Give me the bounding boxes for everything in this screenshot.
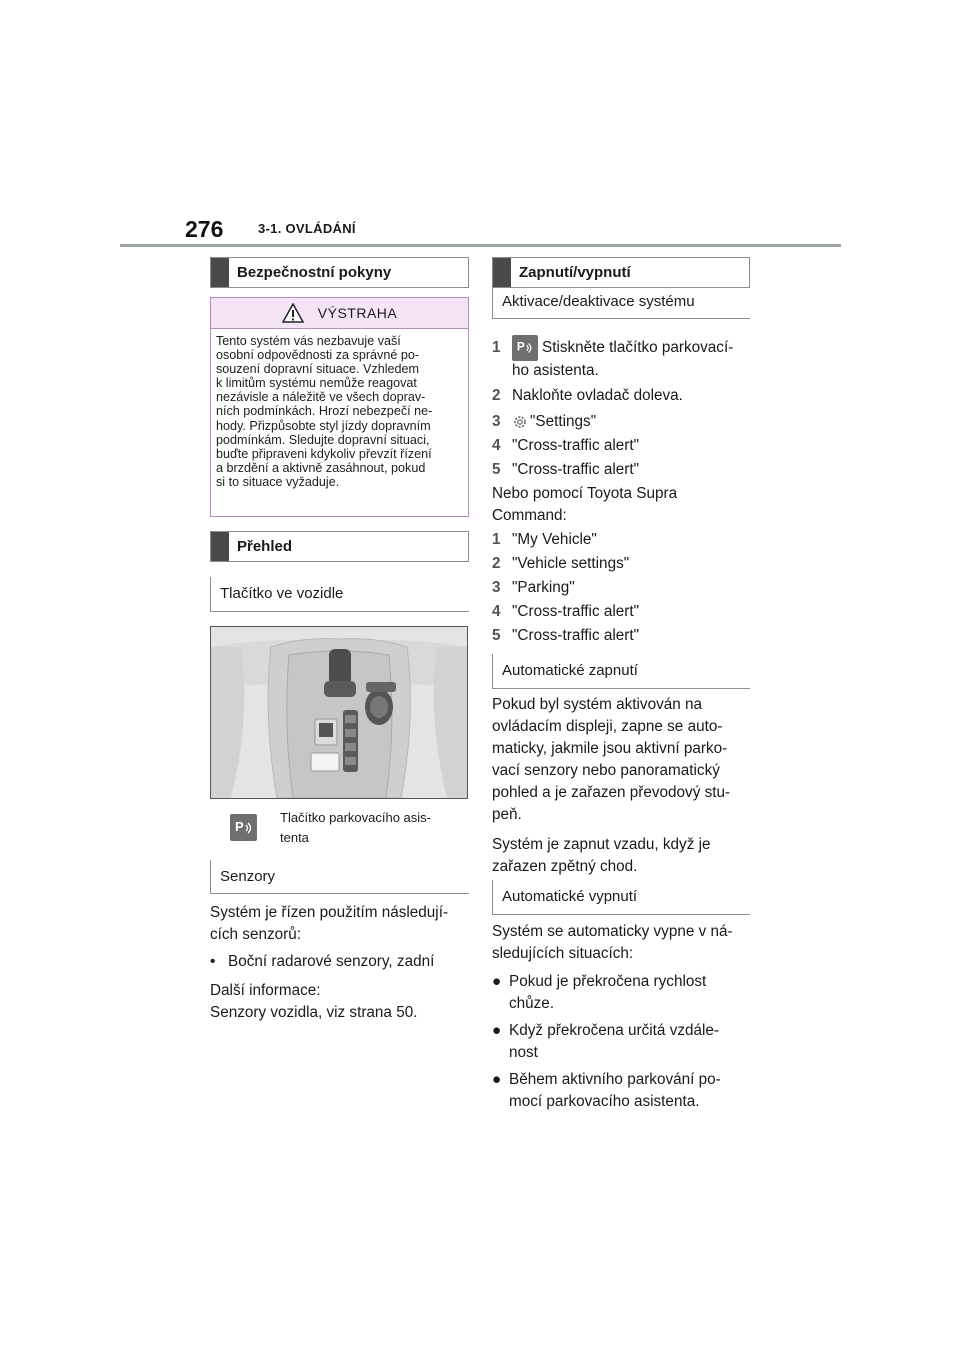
step-number: 2 — [492, 555, 501, 572]
text-line: Nebo pomocí Toyota Supra — [492, 485, 678, 502]
warning-triangle-icon — [282, 303, 304, 323]
overview-heading — [210, 531, 469, 562]
header-rule — [120, 244, 841, 247]
auto-on-text — [492, 694, 754, 878]
bullet-text: Boční radarové senzory, zadní — [228, 953, 435, 970]
heading-tab — [493, 258, 511, 287]
warning-line: nezávisle a náležitě ve všech doprav- — [216, 390, 426, 405]
step-text: "Vehicle settings" — [512, 555, 630, 572]
warning-line: osobní odpovědnosti za správné po- — [216, 348, 420, 363]
parking-p-icon — [234, 818, 254, 838]
bullet-line: nost — [509, 1044, 538, 1061]
warning-line: a brzdění a aktivně zasáhnout, pokud — [216, 460, 426, 475]
overview-heading-text: Přehled — [237, 538, 293, 555]
step-number: 4 — [492, 603, 501, 620]
heading-tab — [211, 532, 229, 561]
bullet-item — [210, 951, 472, 973]
warning-line: podmínkám. Sledujte dopravní situaci, — [216, 432, 430, 447]
bullet-line: Během aktivního parkování po- — [509, 1071, 721, 1088]
parking-assist-button-icon — [512, 335, 538, 361]
bullet-line: mocí parkovacího asistenta. — [509, 1093, 700, 1110]
heading-tab — [211, 258, 229, 287]
bullet-line: Pokud je překročena rychlost — [509, 973, 707, 990]
svg-text:P: P — [516, 340, 525, 354]
bullet-item — [492, 1020, 754, 1064]
step-number: 2 — [492, 387, 501, 404]
onoff-heading-text: Zapnutí/vypnutí — [519, 264, 631, 281]
svg-text:P: P — [234, 818, 244, 834]
bullet-mark: ● — [492, 1022, 502, 1039]
step-item — [492, 529, 754, 551]
sensors-subheading: Senzory — [210, 860, 469, 894]
page-number: 276 — [185, 216, 224, 242]
bullet-line: Když překročena určitá vzdále- — [509, 1022, 720, 1039]
step-item — [492, 385, 754, 407]
parking-assist-button-icon — [230, 814, 257, 841]
step-text: Stiskněte tlačítko parkovací- — [542, 339, 734, 356]
text-line: cích senzorů: — [210, 926, 301, 943]
text-line: Systém je zapnut vzadu, když je — [492, 836, 711, 853]
step-item — [492, 577, 754, 599]
step-number: 5 — [492, 627, 501, 644]
step-item — [492, 336, 754, 360]
step-item — [492, 435, 754, 457]
step-text: "Cross-traffic alert" — [512, 437, 640, 454]
text-line: Command: — [492, 507, 567, 524]
step-text: "Cross-traffic alert" — [512, 461, 640, 478]
step-item — [492, 625, 754, 647]
onoff-heading — [492, 257, 750, 288]
warning-line: buďte připraveni kdykoliv převzít řízení — [216, 446, 432, 461]
step-number: 3 — [492, 579, 501, 596]
bullet-mark: • — [210, 953, 216, 970]
bullet-item — [492, 1069, 754, 1113]
warning-line: ních podmínkách. Hrozí nebezpečí ne- — [216, 404, 433, 419]
safety-heading — [210, 257, 469, 288]
bullet-item — [492, 971, 754, 1015]
text-line: zařazen zpětný chod. — [492, 858, 638, 875]
step-item — [492, 411, 754, 433]
text-line: Senzory vozidla, viz strana 50. — [210, 1004, 418, 1021]
step-text: "Settings" — [530, 413, 597, 430]
step-item — [492, 601, 754, 623]
text-line: ovládacím displeji, zapne se auto- — [492, 718, 723, 735]
sensors-text — [210, 902, 472, 1024]
text-line: sledujících situacích: — [492, 945, 634, 962]
warning-box — [210, 297, 469, 517]
safety-heading-text: Bezpečnostní pokyny — [237, 264, 392, 281]
step-text: "My Vehicle" — [512, 531, 597, 548]
warning-line: k limitům systému nemůže reagovat — [216, 376, 417, 391]
warning-line: hody. Přizpůsobte styl jízdy dopravním — [216, 418, 431, 433]
warning-text — [211, 329, 468, 489]
text-line: Systém je řízen použitím následují- — [210, 904, 449, 921]
button-caption — [280, 808, 431, 848]
activation-subheading: Aktivace/deaktivace systému — [492, 285, 750, 319]
auto-off-text — [492, 921, 754, 1113]
step-number: 4 — [492, 437, 501, 454]
warning-header — [211, 298, 468, 329]
steps-a — [492, 336, 754, 647]
console-illustration — [210, 626, 468, 799]
text-line: vací senzory nebo panoramatický — [492, 762, 720, 779]
step-number: 1 — [492, 531, 501, 548]
text-line: Systém se automaticky vypne v ná- — [492, 923, 733, 940]
text-line: pohled a je zařazen převodový stu- — [492, 784, 731, 801]
caption-line: Tlačítko parkovacího asis- — [280, 810, 432, 825]
bullet-mark: ● — [492, 973, 502, 990]
warning-line: souzení dopravní situace. Vzhledem — [216, 362, 420, 377]
caption-line: tenta — [280, 830, 309, 845]
step-text: "Cross-traffic alert" — [512, 627, 640, 644]
step-text-cont: ho asistenta. — [512, 362, 599, 379]
step-number: 1 — [492, 339, 501, 356]
warning-line: Tento systém vás nezbavuje vaší — [216, 334, 401, 348]
step-text: "Parking" — [512, 579, 575, 596]
text-line: maticky, jakmile jsou aktivní parko- — [492, 740, 728, 757]
console-drawing — [211, 627, 467, 798]
parking-p-icon — [516, 339, 534, 357]
step-item — [492, 459, 754, 481]
bullet-mark: ● — [492, 1071, 502, 1088]
section-title: 3-1. OVLÁDÁNÍ — [258, 221, 356, 236]
step-text: "Cross-traffic alert" — [512, 603, 640, 620]
warning-line: si to situace vyžaduje. — [216, 474, 340, 489]
button-subheading: Tlačítko ve vozidle — [210, 577, 469, 612]
auto-off-subheading: Automatické vypnutí — [492, 880, 750, 915]
text-line: Další informace: — [210, 982, 321, 999]
step-item — [492, 553, 754, 575]
auto-on-subheading: Automatické zapnutí — [492, 654, 750, 689]
bullet-line: chůze. — [509, 995, 555, 1012]
text-line: Pokud byl systém aktivován na — [492, 696, 703, 713]
step-number: 5 — [492, 461, 501, 478]
text-line: peň. — [492, 806, 522, 823]
step-text: Nakloňte ovladač doleva. — [512, 387, 683, 404]
step-number: 3 — [492, 413, 501, 430]
warning-title: VÝSTRAHA — [317, 305, 398, 321]
gear-icon — [512, 414, 528, 430]
